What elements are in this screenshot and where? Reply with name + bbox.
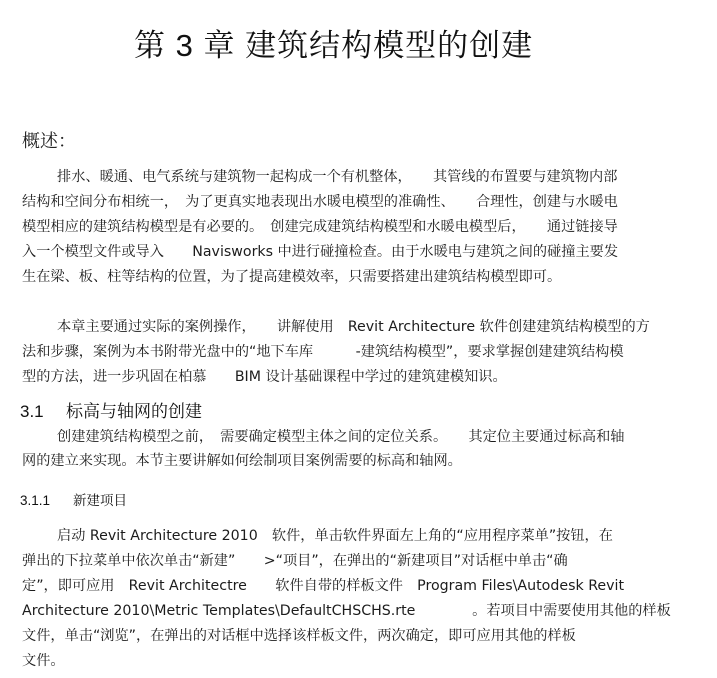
overview-p2-line-3: 型的方法，进一步巩固在柏慕 BIM 设计基础课程中学过的建筑建模知识。 <box>22 369 507 385</box>
section-heading-3-1-1 <box>20 489 127 509</box>
overview-p1-line-4: 入一个模型文件或导入 Navisworks 中进行碰撞检查。由于水暖电与建筑之间的碰撞主要发 <box>22 244 619 260</box>
section-3-1-line-2: 网的建立来实现。本节主要讲解如何绘制项目案例需要的标高和轴网。 <box>22 453 462 469</box>
overview-p1-line-2: 结构和空间分布相统一， 为了更真实地表现出水暖电模型的准确性、 合理性，创建与水暖电 <box>22 194 618 210</box>
section-number: 3.1 <box>20 402 44 421</box>
overview-p2-line-1: 本章主要通过实际的案例操作， 讲解使用 Revit Architecture 软件创建建筑结构模型的方 <box>57 319 650 335</box>
overview-p1-line-1: 排水、暖通、电气系统与建筑物一起构成一个有机整体， 其管线的布置要与建筑物内部 <box>57 169 618 185</box>
section-3-1-1-line-2: 弹出的下拉菜单中依次单击“新建” >“项目”，在弹出的“新建项目”对话框中单击“确 <box>22 553 568 569</box>
subsection-title: 新建项目 <box>73 493 127 509</box>
section-3-1-1-line-4: Architecture 2010\Metric Templates\DefaultCHSCHS.rte 。若项目中需要使用其他的样板 <box>22 603 671 619</box>
subsection-number: 3.1.1 <box>20 493 51 508</box>
section-3-1-1-line-5: 文件，单击“浏览”，在弹出的对话框中选择该样板文件，两次确定，即可应用其他的样板 <box>22 628 576 644</box>
section-3-1-1-line-3: 定”，即可应用 Revit Architectre 软件自带的样板文件 Program Files\Autodesk Revit <box>22 578 625 594</box>
section-3-1-1-line-1: 启动 Revit Architecture 2010 软件，单击软件界面左上角的“应用程序菜单”按钮，在 <box>57 528 613 544</box>
section-3-1-line-1: 创建建筑结构模型之前， 需要确定模型主体之间的定位关系。 其定位主要通过标高和轴 <box>57 429 625 445</box>
overview-p1-line-5: 生在梁、板、柱等结构的位置，为了提高建模效率，只需要搭建出建筑结构模型即可。 <box>22 269 562 285</box>
chapter-title: 第 3 章 建筑结构模型的创建 <box>134 28 534 63</box>
section-3-1-1-line-6: 文件。 <box>22 653 65 669</box>
overview-heading: 概述： <box>22 131 76 152</box>
section-heading-3-1 <box>20 397 202 422</box>
overview-p2-line-2: 法和步骤，案例为本书附带光盘中的“地下车库 -建筑结构模型”，要求掌握创建建筑结构模 <box>22 344 624 360</box>
overview-p1-line-3: 模型相应的建筑结构模型是有必要的。 创建完成建筑结构模型和水暖电模型后， 通过链接导 <box>22 219 618 235</box>
section-title: 标高与轴网的创建 <box>66 402 202 422</box>
